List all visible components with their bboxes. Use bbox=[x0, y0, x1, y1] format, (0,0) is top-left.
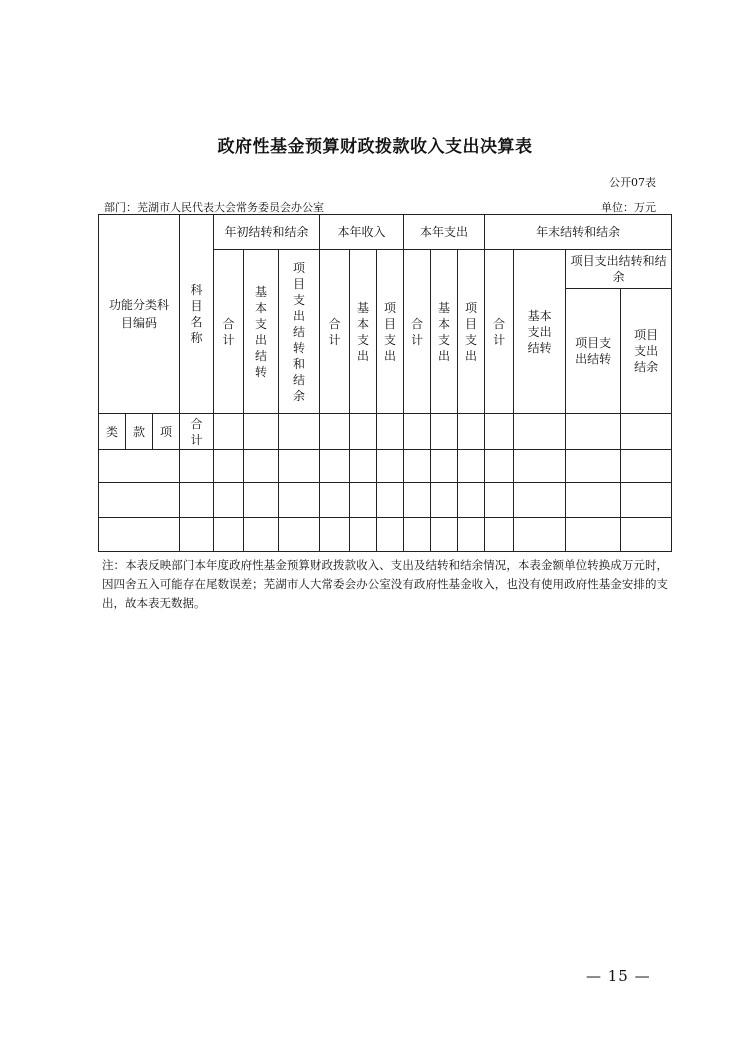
header-end-total: 合计 bbox=[485, 250, 514, 414]
table-row bbox=[99, 483, 672, 518]
budget-table bbox=[98, 214, 672, 552]
header-income-project: 项目支出 bbox=[377, 250, 404, 414]
header-end-project-group: 项目支出结转和结余 bbox=[566, 250, 672, 289]
page-number: — 15 — bbox=[586, 967, 651, 985]
table-number: 公开07表 bbox=[609, 176, 656, 189]
header-income: 本年收入 bbox=[320, 215, 404, 250]
header-lei: 类 bbox=[99, 414, 126, 450]
header-begin-project: 项目支出结转和结余 bbox=[279, 250, 320, 414]
row-total-label: 合计 bbox=[180, 414, 214, 450]
header-kuan: 款 bbox=[126, 414, 153, 450]
header-item-name: 科目名称 bbox=[180, 215, 214, 414]
header-expense-total: 合计 bbox=[404, 250, 431, 414]
unit-label: 单位：万元 bbox=[601, 201, 656, 214]
header-end-project-balance: 项目支出结余 bbox=[621, 289, 672, 414]
header-end-basic: 基本支出结转 bbox=[514, 250, 566, 414]
header-income-basic: 基本支出 bbox=[350, 250, 377, 414]
header-expense: 本年支出 bbox=[404, 215, 485, 250]
header-begin-balance: 年初结转和结余 bbox=[214, 215, 320, 250]
header-income-total: 合计 bbox=[320, 250, 350, 414]
header-end-project-carry: 项目支出结转 bbox=[566, 289, 621, 414]
header-function-code: 功能分类科目编码 bbox=[99, 215, 180, 414]
header-xiang: 项 bbox=[153, 414, 180, 450]
department-label: 部门：芜湖市人民代表大会常务委员会办公室 bbox=[104, 201, 324, 214]
header-expense-basic: 基本支出 bbox=[431, 250, 458, 414]
header-expense-project: 项目支出 bbox=[458, 250, 485, 414]
page-title: 政府性基金预算财政拨款收入支出决算表 bbox=[217, 137, 533, 157]
table-row bbox=[99, 450, 672, 483]
header-begin-total: 合计 bbox=[214, 250, 244, 414]
table-row bbox=[99, 518, 672, 552]
header-end-balance: 年末结转和结余 bbox=[485, 215, 672, 250]
header-begin-basic: 基本支出结转 bbox=[244, 250, 279, 414]
table-note: 注：本表反映部门本年度政府性基金预算财政拨款收入、支出及结转和结余情况，本表金额单位转换成万元时，因四舍五入可能存在尾数误差；芜湖市人大常委会办公室没有政府性基金收入，也没有使用政府性基金安排的支出，故本表无数据。 bbox=[102, 558, 668, 610]
